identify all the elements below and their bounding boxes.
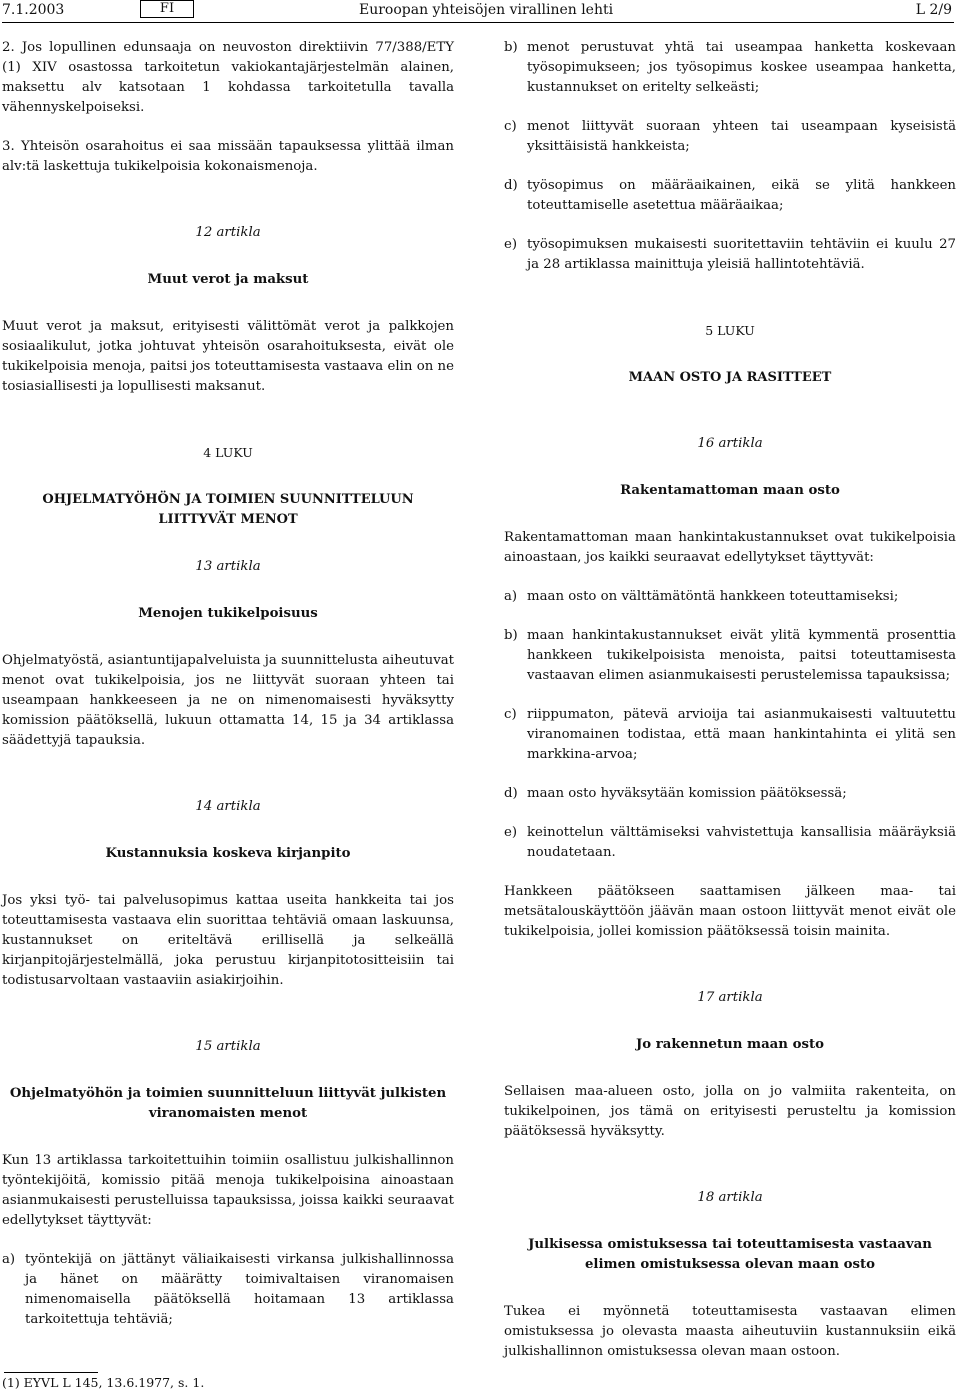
list-item-label: b) bbox=[504, 40, 518, 55]
footnote-divider bbox=[4, 1372, 98, 1373]
list-item-label: c) bbox=[504, 119, 517, 134]
paragraph-2: 2. Jos lopullinen edunsaaja on neuvoston direktiivin 77/388/ETY (1) XIV osastossa tarkoitetun vakiokantajärjestelmän alainen, maksettu alv katsotaan 1 kohdassa tarkoitetulla tavalla vähennyskelpoiseksi. bbox=[2, 40, 454, 115]
list-item-text: työsopimus on määräaikainen, eikä se ylitä hankkeen toteuttamiselle asetettua määräaikaa; bbox=[527, 178, 956, 213]
list-item-label: d) bbox=[504, 786, 518, 801]
article-17-text: Sellaisen maa-alueen osto, jolla on jo valmiita rakenteita, on tukikelpoinen, jos tämä on erityisesti perusteltu ja komission päätöksessä hyväksytty. bbox=[504, 1084, 956, 1139]
list-item-text: työsopimuksen mukaisesti suoritettaviin tehtäviin ei kuulu 27 ja 28 artiklassa mainittuja yleisiä hallintotehtäviä. bbox=[527, 237, 956, 272]
article-14-title: Kustannuksia koskeva kirjanpito bbox=[105, 846, 351, 861]
list-item-label: b) bbox=[504, 628, 518, 643]
article-16-title: Rakentamattoman maan osto bbox=[620, 483, 840, 498]
list-item-text: riippumaton, pätevä arvioija tai asianmukaisesti valtuutettu viranomainen todistaa, että maan hankintahinta ei ylitä sen markkina-arvoa; bbox=[527, 707, 956, 762]
list-item bbox=[504, 626, 956, 686]
chapter-5-title: MAAN OSTO JA RASITTEET bbox=[628, 370, 832, 385]
article-16-text: Rakentamattoman maan hankintakustannukset ovat tukikelpoisia ainoastaan, jos kaikki seuraavat edellytykset täyttyvät: bbox=[504, 530, 956, 565]
list-item-label: e) bbox=[504, 825, 518, 840]
article-15-number: 15 artikla bbox=[195, 1039, 261, 1054]
language-code: FI bbox=[140, 0, 194, 18]
list-item bbox=[504, 117, 956, 157]
list-item-label: e) bbox=[504, 237, 518, 252]
article-16-closing-text: Hankkeen päätökseen saattamisen jälkeen maa- tai metsätalouskäyttöön jäävän maan ostoon liittyvät menot eivät ole tukikelpoisia, jollei komission päätöksessä toisin mainita. bbox=[504, 884, 956, 939]
article-13-text: Ohjelmatyöstä, asiantuntijapalveluista ja suunnittelusta aiheutuvat menot ovat tukikelpoisia, jos ne liittyvät suoraan yhteen tai useampaan hankkeeseen ja ne on nimenomaisesti hyväksytty komission päätöksellä, lukuun ottamatta 14, 15 ja 34 artiklassa säädettyjä tapauksia. bbox=[2, 653, 454, 748]
article-18-number: 18 artikla bbox=[697, 1190, 763, 1205]
list-item bbox=[2, 1250, 454, 1330]
article-14-number: 14 artikla bbox=[195, 799, 261, 814]
article-15-title: Ohjelmatyöhön ja toimien suunnitteluun liittyvät julkisten viranomaisten menot bbox=[9, 1086, 447, 1121]
article-12-text: Muut verot ja maksut, erityisesti välittömät verot ja palkkojen sosiaalikulut, jotka johtuvat yhteisön osarahoituksesta, eivät ole tukikelpoisia menoja, paitsi jos toteuttamisesta vastaava elin on ne tosiasiallisesti ja lopullisesti maksanut. bbox=[2, 319, 454, 394]
footnote: (1) EYVL L 145, 13.6.1977, s. 1. bbox=[2, 1375, 205, 1390]
article-17-title: Jo rakennetun maan osto bbox=[636, 1037, 824, 1052]
left-column bbox=[2, 38, 454, 1349]
list-item-text: työntekijä on jättänyt väliaikaisesti virkansa julkishallinnossa ja hänet on määrätty toimivaltaisen viranomaisen nimenomaisella päätöksellä hoitamaan 13 artiklassa tarkoitettuja tehtäviä; bbox=[25, 1252, 454, 1327]
list-item-text: keinottelun välttämiseksi vahvistettuja kansallisia määräyksiä noudatetaan. bbox=[527, 825, 956, 860]
article-18-text: Tukea ei myönnetä toteuttamisesta vastaavan elimen omistuksessa jo olevasta maasta aiheutuviin kustannuksiin eikä julkishallinnon omistuksessa olevan maan ostoon. bbox=[504, 1304, 956, 1359]
list-item bbox=[504, 38, 956, 98]
list-item-text: menot liittyvät suoraan yhteen tai useampaan kyseisistä yksittäisistä hankkeista; bbox=[527, 119, 956, 154]
article-13-number: 13 artikla bbox=[195, 559, 261, 574]
issue-date: 7.1.2003 bbox=[2, 2, 65, 18]
article-15-text: Kun 13 artiklassa tarkoitettuihin toimiin osallistuu julkishallinnon työntekijöitä, komissio pitää menoja tukikelpoisina ainoastaan asianmukaisesti perustelluissa tapauksissa, joissa kaikki seuraavat edellytykset täyttyvät: bbox=[2, 1153, 454, 1228]
list-item-text: maan hankintakustannukset eivät ylitä kymmentä prosenttia hankkeen tukikelpoisista menoista, paitsi toteuttamisesta vastaavan elimen asianmukaisesti perustelemissa tapauksissa; bbox=[527, 628, 956, 683]
list-item bbox=[504, 587, 956, 607]
article-12-title: Muut verot ja maksut bbox=[147, 272, 309, 287]
list-item-label: c) bbox=[504, 707, 517, 722]
chapter-4-title: OHJELMATYÖHÖN JA TOIMIEN SUUNNITTELUUN LIITTYVÄT MENOT bbox=[42, 492, 414, 527]
list-item bbox=[504, 784, 956, 804]
list-item-label: a) bbox=[504, 589, 518, 604]
right-column bbox=[504, 38, 956, 1381]
list-item bbox=[504, 823, 956, 863]
list-item-label: d) bbox=[504, 178, 518, 193]
article-12-number: 12 artikla bbox=[195, 225, 261, 240]
list-item-text: maan osto on välttämätöntä hankkeen toteuttamiseksi; bbox=[527, 589, 899, 604]
journal-title: Euroopan yhteisöjen virallinen lehti bbox=[359, 2, 614, 18]
list-item bbox=[504, 176, 956, 216]
list-item bbox=[504, 235, 956, 275]
article-14-text: Jos yksi työ- tai palvelusopimus kattaa useita hankkeita tai jos toteuttamisesta vastaava elin suorittaa tehtäviä omaan laskuunsa, kustannukset on eriteltävä erillisellä ja selkeällä kirjanpitojärjestelmällä, joka perustuu kirjanpitotositteisiin tai todistusarvoltaan vastaaviin asiakirjoihin. bbox=[2, 893, 454, 988]
article-13-title: Menojen tukikelpoisuus bbox=[138, 606, 318, 621]
page-number: L 2/9 bbox=[915, 2, 952, 18]
list-item-text: menot perustuvat yhtä tai useampaa hanketta koskevaan työsopimukseen; jos työsopimus koskee useampaa hanketta, kustannukset on eritelty selkeästi; bbox=[527, 40, 956, 95]
page-header bbox=[2, 0, 954, 23]
list-item-label: a) bbox=[2, 1252, 16, 1267]
article-16-number: 16 artikla bbox=[697, 436, 763, 451]
list-item-text: maan osto hyväksytään komission päätöksessä; bbox=[527, 786, 847, 801]
paragraph-3: 3. Yhteisön osarahoitus ei saa missään tapauksessa ylittää ilman alv:tä laskettuja tukikelpoisia kokonaismenoja. bbox=[2, 139, 454, 174]
chapter-4-number: 4 LUKU bbox=[203, 445, 253, 460]
chapter-5-number: 5 LUKU bbox=[705, 323, 755, 338]
article-17-number: 17 artikla bbox=[697, 990, 763, 1005]
list-item bbox=[504, 705, 956, 765]
article-18-title: Julkisessa omistuksessa tai toteuttamisesta vastaavan elimen omistuksessa olevan maan osto bbox=[528, 1237, 932, 1272]
